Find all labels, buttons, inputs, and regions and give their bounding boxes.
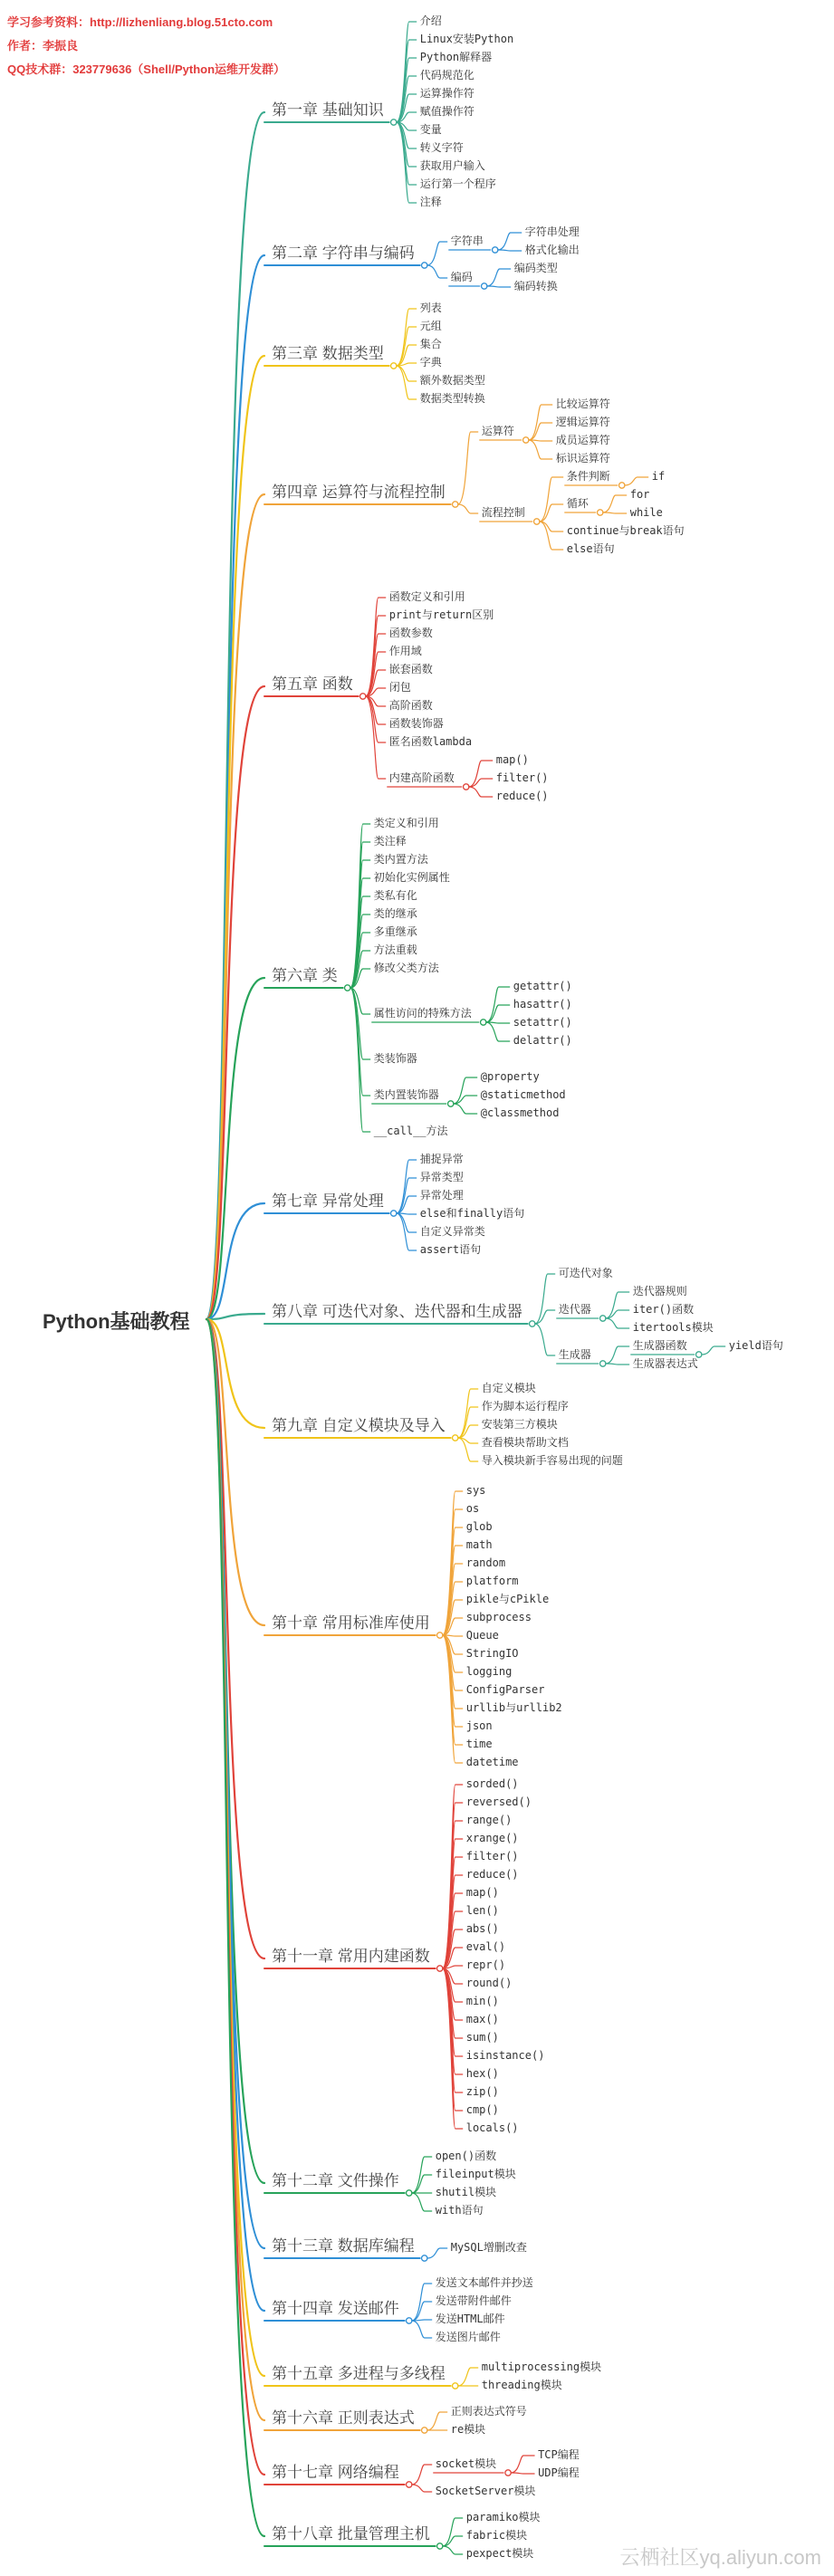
leaf-node[interactable]: iter()函数 (632, 1303, 695, 1316)
branch-node[interactable]: 类内置装饰器 (373, 1088, 439, 1101)
branch-node[interactable]: __call__方法 (373, 1125, 448, 1137)
leaf-node[interactable]: 条件判断 (566, 470, 610, 483)
reference-link[interactable]: 学习参考资料：http://lizhenliang.blog.51cto.com (7, 15, 273, 29)
branch-node[interactable]: 元组 (419, 320, 442, 332)
branch-node[interactable]: reduce() (465, 1868, 519, 1881)
leaf-node[interactable]: else语句 (566, 542, 615, 555)
branch-node[interactable]: 注释 (419, 196, 442, 208)
branch-node[interactable]: 作为脚本运行程序 (481, 1400, 569, 1412)
branch-node[interactable]: 安装第三方模块 (481, 1418, 558, 1431)
branch-node[interactable]: datetime (465, 1756, 519, 1768)
branch-node[interactable]: glob (465, 1520, 493, 1533)
branch-node[interactable]: 数据类型转换 (419, 392, 485, 405)
root-topic[interactable]: Python基础教程 (43, 1310, 190, 1333)
branch-node[interactable]: filter() (465, 1850, 519, 1863)
branch-node[interactable]: assert语句 (419, 1243, 482, 1256)
branch-node[interactable]: fileinput模块 (435, 2168, 516, 2180)
branch-node[interactable]: pexpect模块 (465, 2547, 534, 2560)
branch-node[interactable]: 发送图片邮件 (435, 2331, 501, 2343)
branch-node[interactable]: 导入模块新手容易出现的问题 (481, 1454, 623, 1467)
branch-node[interactable]: 运算符 (481, 425, 514, 437)
leaf-node[interactable]: 逻辑运算符 (555, 416, 610, 428)
chapter-topic[interactable]: 第六章 类 (272, 967, 338, 984)
branch-node[interactable]: 可迭代对象 (558, 1267, 613, 1279)
branch-node[interactable]: 内建高阶函数 (388, 771, 455, 784)
branch-node[interactable]: Python解释器 (419, 51, 493, 63)
branch-node[interactable]: 列表 (419, 302, 442, 314)
leaf-node[interactable]: 编码类型 (513, 262, 558, 274)
branch-node[interactable]: abs() (465, 1922, 499, 1935)
leaf-node[interactable]: TCP编程 (538, 2448, 580, 2461)
branch-node[interactable]: print与return区别 (388, 608, 494, 621)
branch-node[interactable]: socket模块 (435, 2457, 497, 2470)
branch-node[interactable]: 类定义和引用 (373, 817, 439, 829)
branch-node[interactable]: 高阶函数 (388, 699, 433, 712)
branch-node[interactable]: 发送带附件邮件 (435, 2294, 512, 2307)
branch-node[interactable]: zip() (465, 2085, 499, 2098)
branch-node[interactable]: threading模块 (481, 2379, 562, 2391)
branch-node[interactable]: 初始化实例属性 (373, 871, 450, 884)
branch-node[interactable]: 运算操作符 (419, 87, 475, 100)
branch-node[interactable]: isinstance() (465, 2049, 545, 2062)
branch-node[interactable]: MySQL增删改查 (450, 2241, 527, 2254)
leaf-node[interactable]: @classmethod (480, 1106, 560, 1119)
leaf-node[interactable]: getattr() (513, 980, 572, 992)
branch-node[interactable]: 嵌套函数 (388, 663, 433, 675)
leaf-node[interactable]: 成员运算符 (555, 434, 610, 446)
branch-node[interactable]: 发送文本邮件并抄送 (435, 2276, 533, 2289)
chapter-topic[interactable]: 第十五章 多进程与多线程 (272, 2365, 446, 2382)
branch-node[interactable]: 异常类型 (419, 1171, 464, 1183)
branch-node[interactable]: 集合 (419, 338, 442, 350)
leaf-node[interactable]: 字符串处理 (524, 225, 580, 238)
branch-node[interactable]: logging (465, 1665, 513, 1678)
branch-node[interactable]: xrange() (465, 1832, 519, 1844)
chapter-topic[interactable]: 第一章 基础知识 (272, 101, 384, 119)
branch-node[interactable]: 介绍 (419, 14, 442, 27)
chapter-topic[interactable]: 第十四章 发送邮件 (272, 2300, 399, 2317)
branch-node[interactable]: 获取用户输入 (419, 159, 485, 172)
branch-node[interactable]: 属性访问的特殊方法 (373, 1007, 472, 1020)
chapter-topic[interactable]: 第三章 数据类型 (272, 345, 384, 362)
branch-node[interactable]: Queue (465, 1629, 499, 1642)
branch-node[interactable]: json (465, 1719, 493, 1732)
leaf-node[interactable]: map() (495, 753, 529, 766)
leaf-node[interactable]: 迭代器规则 (632, 1285, 687, 1298)
branch-node[interactable]: shutil模块 (435, 2186, 497, 2198)
chapter-topic[interactable]: 第十三章 数据库编程 (272, 2237, 415, 2255)
branch-node[interactable]: platform (465, 1575, 519, 1587)
branch-node[interactable]: map() (465, 1886, 499, 1899)
branch-node[interactable]: 额外数据类型 (419, 374, 485, 387)
branch-node[interactable]: with语句 (435, 2204, 484, 2217)
leaf-node[interactable]: setattr() (513, 1016, 572, 1029)
branch-node[interactable]: 生成器 (558, 1348, 591, 1361)
branch-node[interactable]: cmp() (465, 2103, 499, 2116)
branch-node[interactable]: pikle与cPikle (465, 1593, 550, 1605)
chapter-topic[interactable]: 第二章 字符串与编码 (272, 244, 415, 262)
branch-node[interactable]: 多重继承 (373, 925, 417, 938)
chapter-topic[interactable]: 第十七章 网络编程 (272, 2464, 399, 2481)
branch-node[interactable]: max() (465, 2013, 499, 2025)
branch-node[interactable]: 类的继承 (373, 907, 417, 920)
branch-node[interactable]: 迭代器 (558, 1303, 591, 1316)
leaf-node[interactable]: UDP编程 (538, 2466, 580, 2479)
leaf-node[interactable]: 生成器表达式 (632, 1357, 698, 1370)
branch-node[interactable]: 发送HTML邮件 (435, 2313, 505, 2325)
branch-node[interactable]: StringIO (465, 1647, 519, 1660)
branch-node[interactable]: 字典 (419, 356, 442, 369)
branch-node[interactable]: os (465, 1502, 480, 1515)
qq-group-line: QQ技术群：323779636（Shell/Python运维开发群） (7, 62, 286, 76)
branch-node[interactable]: open()函数 (435, 2150, 497, 2162)
branch-node[interactable]: min() (465, 1995, 499, 2007)
branch-node[interactable]: subprocess (465, 1611, 532, 1623)
leaf-node[interactable]: 循环 (566, 497, 589, 510)
branch-node[interactable]: repr() (465, 1958, 506, 1971)
branch-node[interactable]: 修改父类方法 (373, 962, 439, 974)
branch-node[interactable]: multiprocessing模块 (481, 2361, 602, 2373)
branch-node[interactable]: reversed() (465, 1796, 532, 1808)
branch-node[interactable]: 匿名函数lambda (388, 735, 473, 748)
branch-node[interactable]: 代码规范化 (419, 69, 475, 81)
branch-node[interactable]: 异常处理 (419, 1189, 464, 1202)
branch-node[interactable]: urllib与urllib2 (465, 1701, 562, 1714)
leaf-node[interactable]: delattr() (513, 1034, 572, 1047)
branch-node[interactable]: locals() (465, 2121, 519, 2134)
chapter-topic[interactable]: 第十章 常用标准库使用 (272, 1614, 430, 1632)
branch-node[interactable]: paramiko模块 (465, 2511, 541, 2523)
leaf-node[interactable]: 标识运算符 (555, 452, 610, 464)
branch-node[interactable]: len() (465, 1904, 499, 1917)
branch-node[interactable]: 自定义异常类 (419, 1225, 485, 1238)
branch-node[interactable]: 赋值操作符 (419, 105, 475, 118)
branch-node[interactable]: round() (465, 1977, 513, 1989)
branch-node[interactable]: ConfigParser (465, 1683, 545, 1696)
branch-node[interactable]: 函数定义和引用 (388, 590, 465, 603)
branch-node[interactable]: sys (465, 1484, 486, 1497)
chapter-topic[interactable]: 第十一章 常用内建函数 (272, 1948, 430, 1965)
leaf-node[interactable]: 编码转换 (513, 280, 558, 292)
chapter-topic[interactable]: 第十二章 文件操作 (272, 2172, 399, 2189)
branch-node[interactable]: 流程控制 (481, 506, 525, 519)
branch-node[interactable]: hex() (465, 2067, 499, 2080)
branch-node[interactable]: time (465, 1738, 493, 1750)
leaf-node[interactable]: reduce() (495, 790, 549, 802)
chapter-topic[interactable]: 第四章 运算符与流程控制 (272, 484, 446, 501)
chapter-topic[interactable]: 第七章 异常处理 (272, 1192, 384, 1210)
chapter-topic[interactable]: 第五章 函数 (272, 675, 353, 693)
branch-node[interactable]: 类内置方法 (373, 853, 428, 866)
branch-node[interactable]: 运行第一个程序 (419, 177, 496, 190)
branch-node[interactable]: sorded() (465, 1777, 519, 1790)
branch-node[interactable]: 编码 (450, 271, 473, 283)
chapter-topic[interactable]: 第九章 自定义模块及导入 (272, 1417, 446, 1434)
leaf-node[interactable]: filter() (495, 771, 549, 784)
chapter-topic[interactable]: 第八章 可迭代对象、迭代器和生成器 (272, 1303, 522, 1320)
leaf-node[interactable]: 生成器函数 (632, 1339, 687, 1352)
chapter-topic[interactable]: 第十八章 批量管理主机 (272, 2525, 430, 2542)
branch-node[interactable]: 自定义模块 (481, 1382, 536, 1394)
leaf-node[interactable]: continue与break语句 (566, 524, 685, 537)
branch-node[interactable]: 作用域 (388, 645, 422, 657)
branch-node[interactable]: 字符串 (450, 235, 484, 247)
leaf-node[interactable]: itertools模块 (632, 1321, 714, 1334)
branch-node[interactable]: Linux安装Python (419, 33, 514, 45)
branch-node[interactable]: 捕捉异常 (419, 1153, 464, 1165)
leaf-node[interactable]: if (651, 470, 666, 483)
branch-node[interactable]: 正则表达式符号 (450, 2405, 527, 2418)
branch-node[interactable]: 类装饰器 (373, 1052, 417, 1065)
branch-node[interactable]: SocketServer模块 (435, 2485, 536, 2497)
branch-node[interactable]: math (465, 1538, 493, 1551)
leaf-node[interactable]: 格式化输出 (524, 244, 580, 256)
branch-node[interactable]: random (465, 1556, 506, 1569)
watermark: 云栖社区yq.aliyun.com (619, 2546, 821, 2569)
branch-node[interactable]: 变量 (419, 123, 442, 136)
branch-node[interactable]: 函数装饰器 (388, 717, 444, 730)
leaf-node[interactable]: while (629, 506, 663, 519)
branch-node[interactable]: range() (465, 1814, 513, 1826)
branch-node[interactable]: 方法重载 (373, 943, 417, 956)
branch-node[interactable]: re模块 (450, 2423, 486, 2436)
branch-node[interactable]: 闭包 (388, 681, 411, 694)
leaf-node[interactable]: for (629, 488, 650, 501)
leaf-node[interactable]: @property (480, 1070, 540, 1083)
leaf-node[interactable]: hasattr() (513, 998, 572, 1010)
branch-node[interactable]: else和finally语句 (419, 1207, 525, 1220)
leaf-node[interactable]: @staticmethod (480, 1088, 566, 1101)
leaf-node[interactable]: 比较运算符 (555, 397, 610, 410)
branch-node[interactable]: 类私有化 (373, 889, 417, 902)
branch-node[interactable]: fabric模块 (465, 2529, 528, 2542)
chapter-topic[interactable]: 第十六章 正则表达式 (272, 2409, 415, 2427)
branch-node[interactable]: eval() (465, 1940, 506, 1953)
author-line: 作者：李振良 (7, 39, 79, 53)
branch-node[interactable]: 转义字符 (419, 141, 464, 154)
branch-node[interactable]: 函数参数 (388, 627, 433, 639)
leaf-node[interactable]: yield语句 (728, 1339, 783, 1352)
branch-node[interactable]: 查看模块帮助文档 (481, 1436, 569, 1449)
branch-node[interactable]: 类注释 (373, 835, 407, 847)
branch-node[interactable]: sum() (465, 2031, 499, 2044)
